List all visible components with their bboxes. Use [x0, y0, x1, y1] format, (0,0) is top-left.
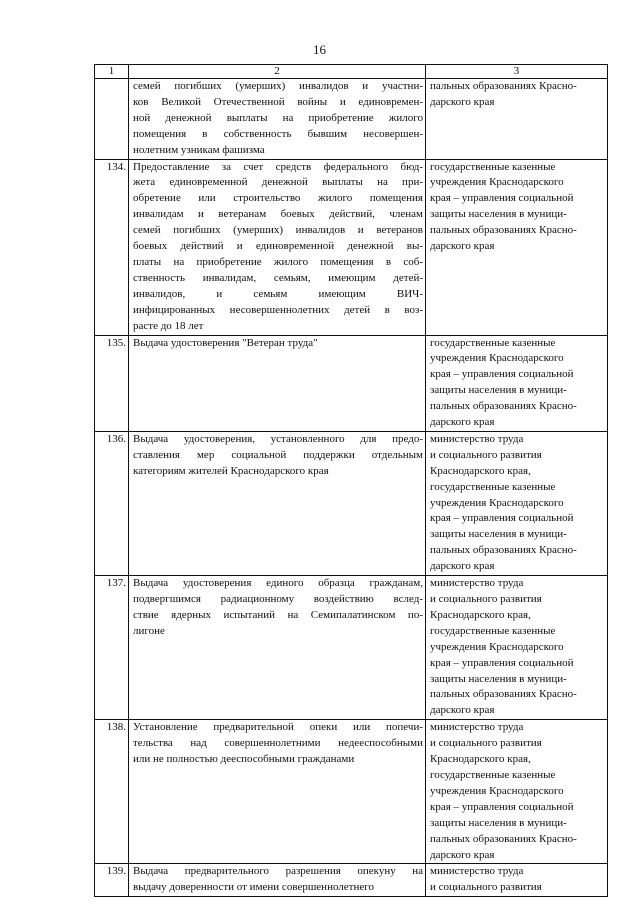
- organization-line: учреждения Краснодарского: [430, 496, 564, 509]
- description-line: инфицированных несовершеннолетних детей в воз-: [133, 303, 423, 316]
- description-line: ков Великой Отечественной войны и единовремен-: [133, 95, 423, 108]
- organization-line: Краснодарского края,: [430, 608, 531, 621]
- description-line: боевых действий и единовременной денежной вы-: [133, 240, 423, 253]
- row-number: 139.: [95, 864, 129, 897]
- column-header-1: 1: [95, 65, 129, 79]
- organization-line: министерство труда: [430, 577, 524, 590]
- organization-line: края – управления социальной: [430, 368, 574, 381]
- table-header-row: [95, 65, 608, 79]
- organization-line: Краснодарского края,: [430, 753, 531, 766]
- organization-line: министерство труда: [430, 432, 524, 445]
- table-row: [95, 864, 608, 897]
- row-number: 135.: [95, 335, 129, 431]
- table-row: [95, 720, 608, 864]
- organization-line: края – управления социальной: [430, 656, 574, 669]
- organization-line: пальных образованиях Красно-: [430, 544, 577, 557]
- organization-line: пальных образованиях Красно-: [430, 80, 577, 92]
- row-number: 136.: [95, 431, 129, 575]
- organization-line: государственные казенные: [430, 480, 556, 493]
- description-line: Выдача удостоверения "Ветеран труда": [133, 336, 318, 349]
- service-description: [129, 335, 426, 431]
- description-line: помещения в собственность бывшим несовершен-: [133, 127, 423, 140]
- description-line: инвалидов, и семьям имеющим ВИЧ-: [133, 287, 423, 300]
- responsible-organization: [426, 431, 608, 575]
- responsible-organization: [426, 159, 608, 335]
- service-description: [129, 431, 426, 575]
- organization-line: пальных образованиях Красно-: [430, 224, 577, 237]
- description-line: ствие ядерных испытаний на Семипалатинском по-: [133, 608, 423, 621]
- service-description: [129, 159, 426, 335]
- description-line: семей погибших (умерших) инвалидов и ветеранов: [133, 224, 423, 237]
- organization-line: пальных образованиях Красно-: [430, 832, 577, 845]
- responsible-organization: [426, 79, 608, 160]
- organization-line: министерство труда: [430, 865, 524, 878]
- organization-line: дарского края: [430, 240, 495, 253]
- organization-line: защиты населения в муници-: [430, 384, 567, 397]
- description-line: выдачу доверенности от имени совершеннолетнего: [133, 881, 374, 894]
- organization-line: Краснодарского края,: [430, 464, 531, 477]
- organization-line: государственные казенные: [430, 768, 556, 781]
- organization-line: дарского края: [430, 704, 495, 717]
- organization-line: государственные казенные: [430, 624, 556, 637]
- organization-line: пальных образованиях Красно-: [430, 688, 577, 701]
- organization-line: края – управления социальной: [430, 192, 574, 205]
- organization-line: защиты населения в муници-: [430, 816, 567, 829]
- organization-line: государственные казенные: [430, 160, 556, 173]
- organization-line: края – управления социальной: [430, 512, 574, 525]
- description-line: инвалидам и ветеранам боевых действий, членам: [133, 208, 423, 221]
- organization-line: и социального развития: [430, 448, 542, 461]
- description-line: платы на приобретение жилого помещения в соб-: [133, 255, 423, 268]
- column-header-3: 3: [426, 65, 608, 79]
- description-line: ной денежной выплаты на приобретение жилого: [133, 111, 423, 124]
- service-description: [129, 864, 426, 897]
- organization-line: дарского края: [430, 95, 495, 108]
- organization-line: учреждения Краснодарского: [430, 640, 564, 653]
- responsible-organization: [426, 864, 608, 897]
- description-line: Выдача предварительного разрешения опекуну на: [133, 865, 423, 878]
- description-line: или не полностью дееспособными гражданами: [133, 753, 355, 766]
- organization-line: дарского края: [430, 416, 495, 429]
- service-description: [129, 576, 426, 720]
- description-line: Предоставление за счет средств федерального бюд-: [133, 160, 423, 173]
- services-table: [94, 64, 608, 897]
- description-line: категориям жителей Краснодарского края: [133, 464, 329, 477]
- organization-line: министерство труда: [430, 721, 524, 734]
- organization-line: защиты населения в муници-: [430, 672, 567, 685]
- organization-line: дарского края: [430, 848, 495, 861]
- description-line: ственность инвалидам, семьям, имеющим детей-: [133, 271, 423, 284]
- description-line: расте до 18 лет: [133, 319, 204, 332]
- column-header-2: 2: [129, 65, 426, 79]
- description-line: нолетним узникам фашизма: [133, 143, 265, 156]
- organization-line: учреждения Краснодарского: [430, 352, 564, 365]
- service-description: [129, 79, 426, 160]
- responsible-organization: [426, 335, 608, 431]
- description-line: семей погибших (умерших) инвалидов и участни-: [133, 80, 423, 92]
- description-line: Выдача удостоверения единого образца гражданам,: [133, 577, 423, 590]
- description-line: ставления мер социальной поддержки отдельным: [133, 448, 423, 461]
- organization-line: учреждения Краснодарского: [430, 176, 564, 189]
- row-number: [95, 79, 129, 160]
- description-line: лигоне: [133, 624, 165, 637]
- description-line: Установление предварительной опеки или попечи-: [133, 721, 423, 734]
- description-line: подвергшимся радиационному воздействию вслед-: [133, 593, 423, 605]
- organization-line: защиты населения в муници-: [430, 528, 567, 541]
- organization-line: учреждения Краснодарского: [430, 784, 564, 797]
- description-line: Выдача удостоверения, установленного для предо-: [133, 432, 423, 445]
- description-line: жета единовременной денежной выплаты на при-: [133, 176, 423, 189]
- table-row: [95, 79, 608, 160]
- organization-line: и социального развития: [430, 593, 542, 605]
- organization-line: и социального развития: [430, 737, 542, 750]
- row-number: 138.: [95, 720, 129, 864]
- table-row: [95, 431, 608, 575]
- table-row: [95, 159, 608, 335]
- table-body: [95, 65, 608, 897]
- row-number: 137.: [95, 576, 129, 720]
- row-number: 134.: [95, 159, 129, 335]
- description-line: тельства над совершеннолетними недееспособными: [133, 737, 423, 750]
- organization-line: пальных образованиях Красно-: [430, 400, 577, 413]
- organization-line: края – управления социальной: [430, 800, 574, 813]
- service-description: [129, 720, 426, 864]
- table-row: [95, 335, 608, 431]
- responsible-organization: [426, 720, 608, 864]
- table-row: [95, 576, 608, 720]
- organization-line: государственные казенные: [430, 336, 556, 349]
- organization-line: дарского края: [430, 560, 495, 573]
- organization-line: и социального развития: [430, 881, 542, 894]
- page-number: 16: [313, 42, 326, 57]
- organization-line: защиты населения в муници-: [430, 208, 567, 221]
- description-line: обретение или строительство жилого помещения: [133, 192, 423, 205]
- responsible-organization: [426, 576, 608, 720]
